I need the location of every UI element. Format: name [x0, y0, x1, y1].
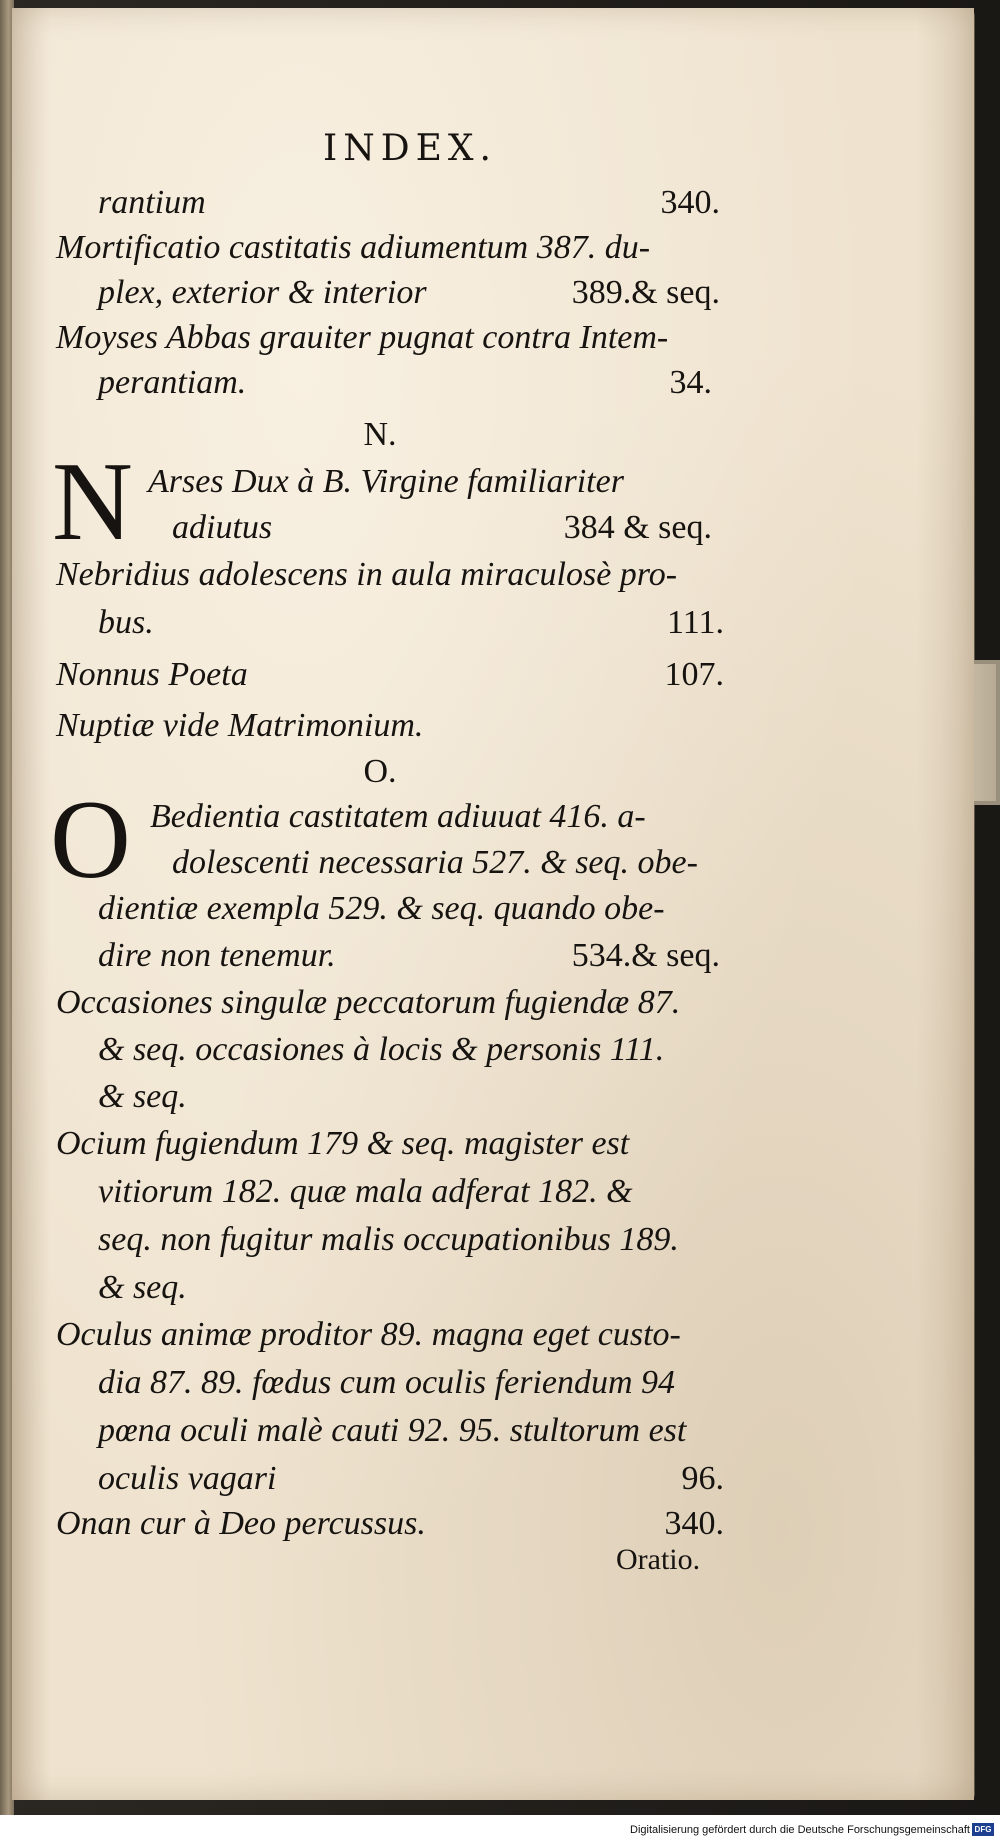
entry-text: Mortificatio castitatis adiumentum 387. du-	[56, 229, 651, 266]
entry-text: pœna oculi malè cauti 92. 95. stultorum est	[98, 1412, 687, 1449]
entry-page: 34.	[669, 364, 712, 401]
entry-text: Bedientia castitatem adiuuat 416. a-	[150, 798, 646, 835]
entry-page: 389.& seq.	[571, 274, 720, 311]
entry-text: Occasiones singulæ peccatorum fugiendæ 87.	[56, 984, 681, 1021]
entry-text: Nebridius adolescens in aula miraculosè pro-	[56, 556, 678, 593]
entry-page: 384 & seq.	[563, 509, 712, 546]
entry-text: Arses Dux à B. Virgine familiariter	[148, 463, 624, 500]
dropcap-n: N	[52, 440, 133, 564]
entry-page: 340.	[660, 184, 720, 221]
entry-text: Nuptiæ vide Matrimonium.	[56, 707, 424, 744]
dfg-logo: DFG	[972, 1823, 994, 1836]
section-letter-o: O.	[363, 753, 397, 790]
entry-text: Onan cur à Deo percussus.	[56, 1505, 426, 1542]
entry-text: oculis vagari	[98, 1460, 277, 1497]
entry-text: vitiorum 182. quæ mala adferat 182. &	[98, 1173, 633, 1210]
entry-text: Ocium fugiendum 179 & seq. magister est	[56, 1125, 630, 1162]
entry-text: Moyses Abbas grauiter pugnat contra Intem-	[56, 319, 669, 356]
catchword: Oratio.	[616, 1543, 701, 1576]
entry-text: Nonnus Poeta	[56, 656, 248, 693]
entry-text: adiutus	[172, 509, 273, 546]
entry-text: perantiam.	[98, 364, 247, 401]
entry-text: dientiæ exempla 529. & seq. quando obe-	[98, 890, 665, 927]
entry-text: dia 87. 89. fœdus cum oculis feriendum 94	[98, 1364, 676, 1401]
entry-page: 534.& seq.	[571, 937, 720, 974]
entry-text: rantium	[98, 184, 206, 221]
entry-text: & seq.	[98, 1078, 187, 1115]
entry-text: plex, exterior & interior	[98, 274, 427, 311]
entry-page: 111.	[667, 604, 724, 641]
running-head: INDEX.	[323, 128, 497, 169]
entry-text: dire non tenemur.	[98, 937, 336, 974]
footer-credit: Digitalisierung gefördert durch die Deutsche Forschungsgemeinschaft	[630, 1824, 970, 1836]
entry-text: dolescenti necessaria 527. & seq. obe-	[172, 844, 698, 881]
entry-text: & seq.	[98, 1269, 187, 1306]
entry-text: Oculus animæ proditor 89. magna eget custo-	[56, 1316, 681, 1353]
entry-text: seq. non fugitur malis occupationibus 189.	[98, 1221, 679, 1258]
entry-text: & seq. occasiones à locis & personis 111.	[98, 1031, 665, 1068]
entry-text: bus.	[98, 604, 154, 641]
dropcap-o: O	[50, 778, 131, 902]
entry-page: 107.	[664, 656, 724, 693]
section-letter-n: N.	[363, 416, 397, 453]
entry-page: 96.	[681, 1460, 724, 1497]
entry-page: 340.	[664, 1505, 724, 1542]
